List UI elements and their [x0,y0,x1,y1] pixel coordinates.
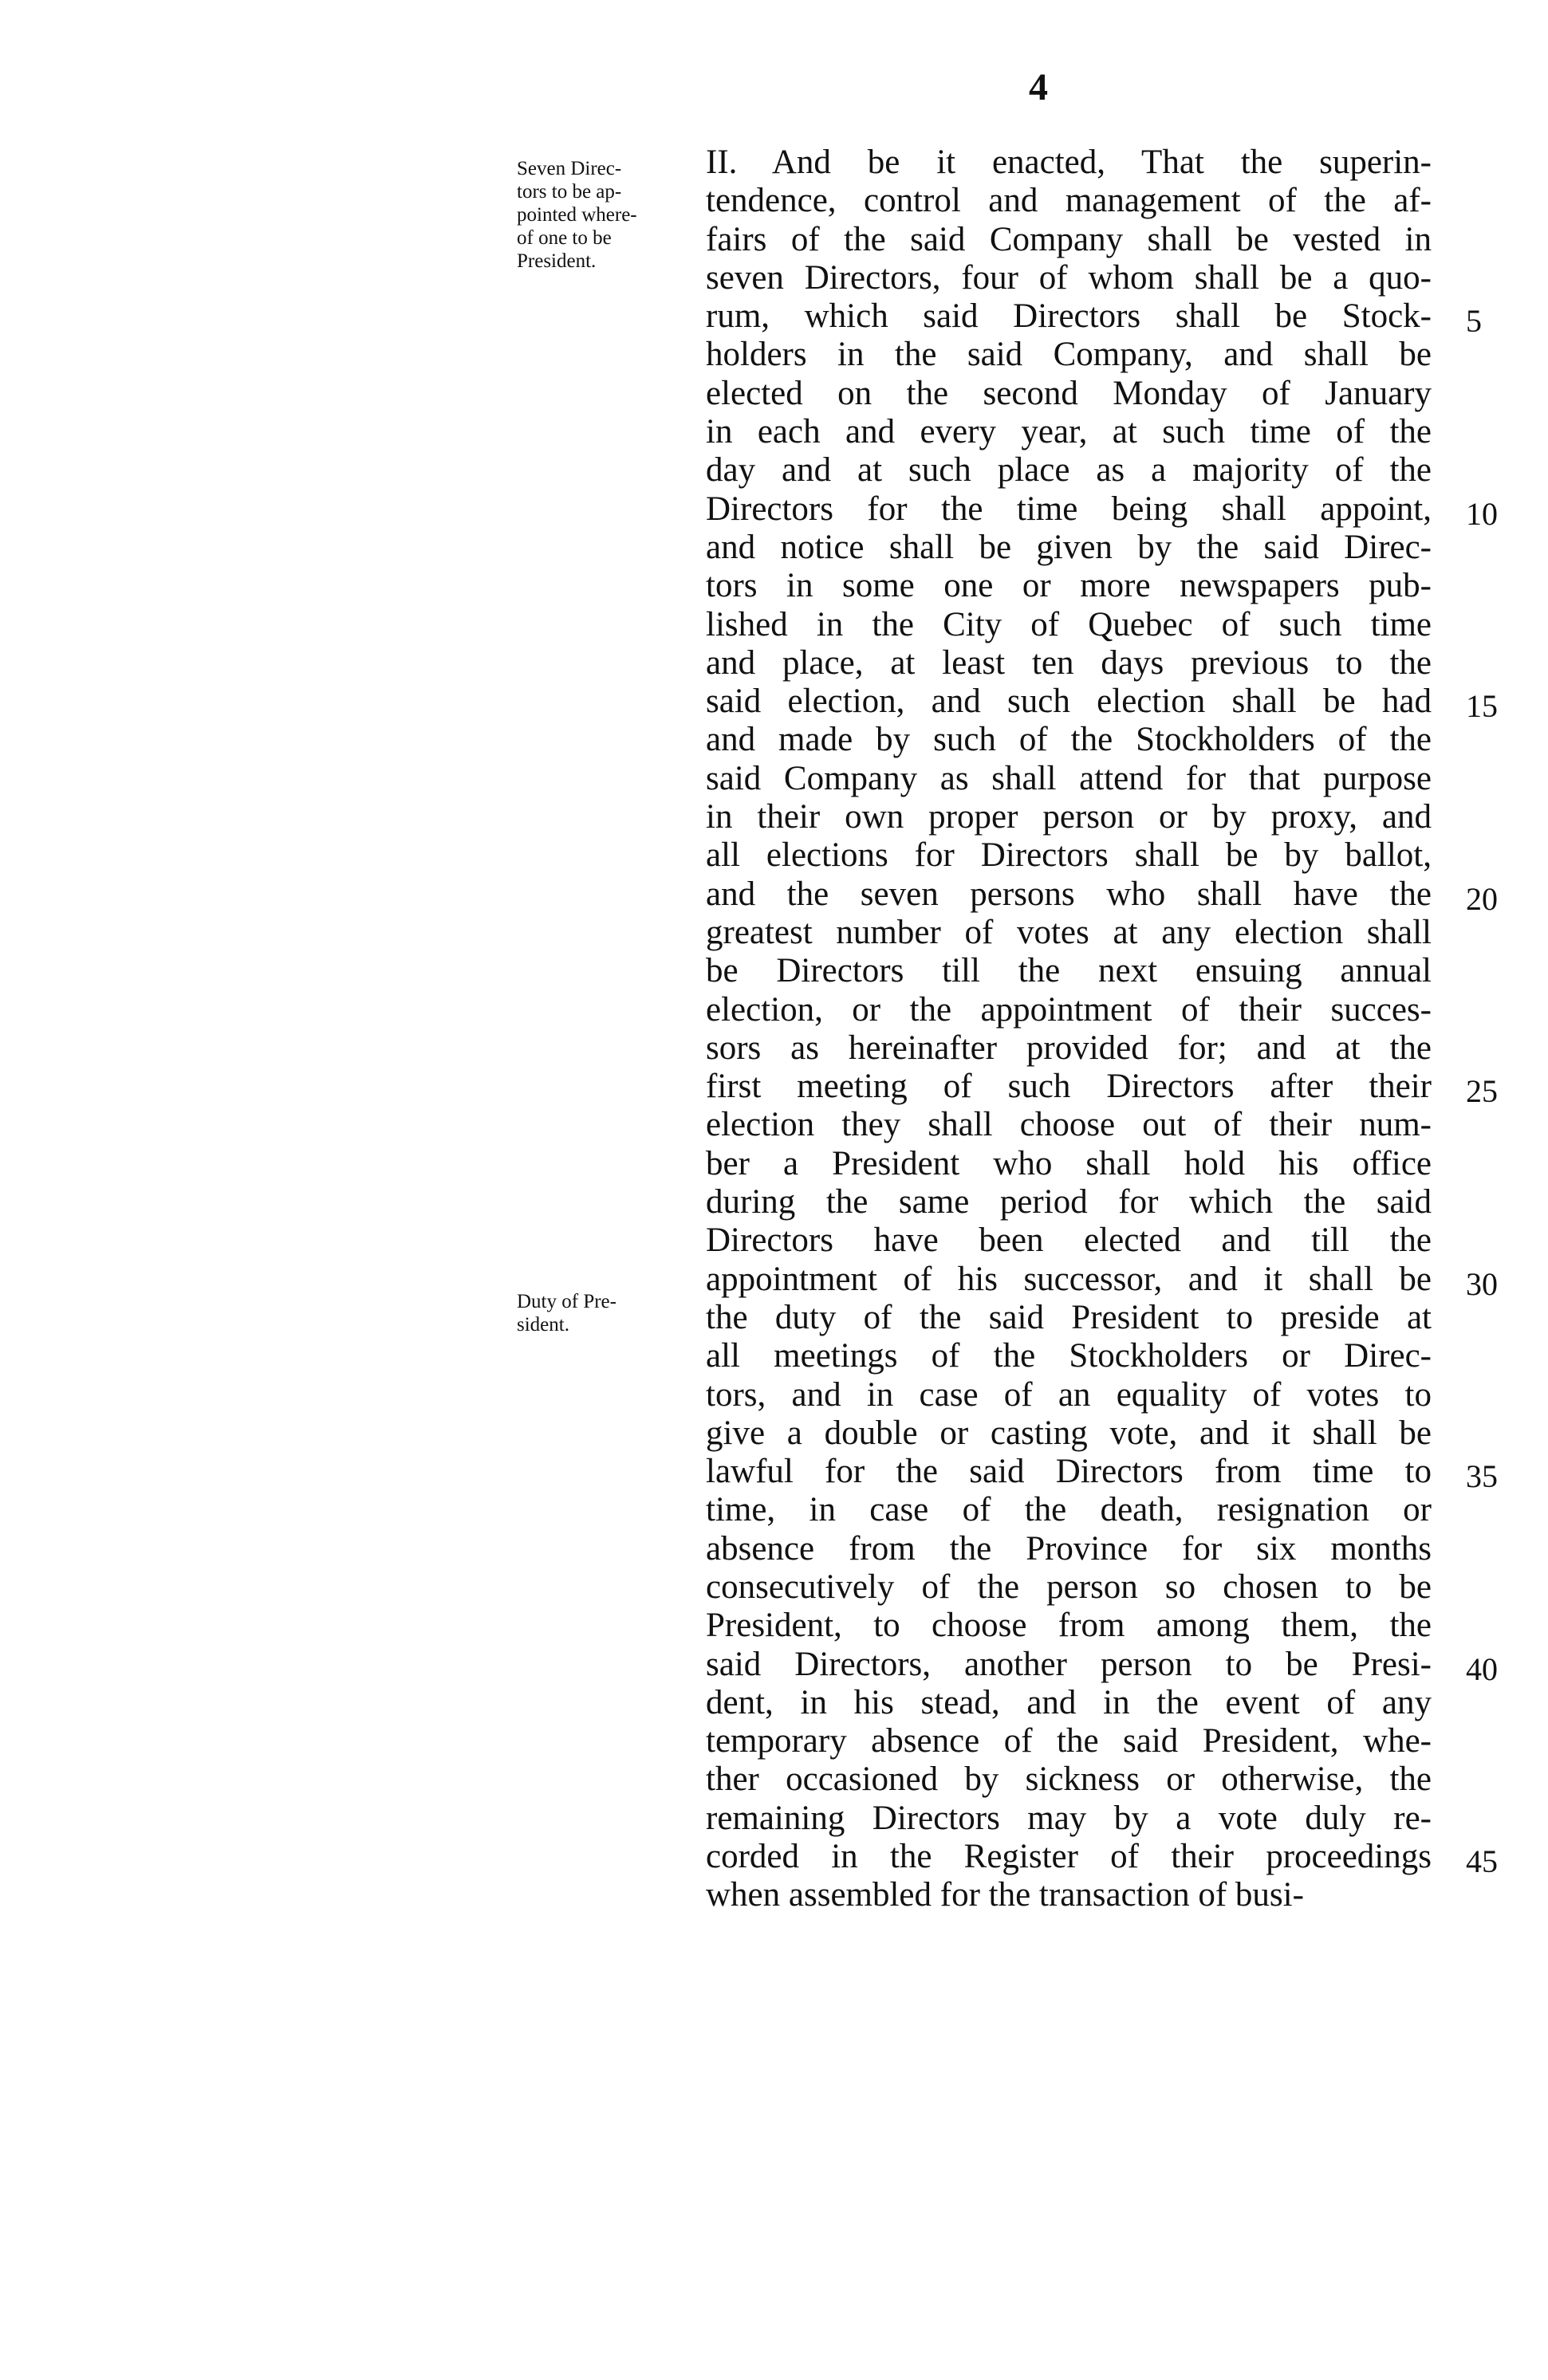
line-number: 30 [1466,1265,1498,1302]
text-line [706,144,1432,182]
text-line [706,529,1432,567]
text-line-content: appointment of his successor, and it shall be [706,1260,1432,1298]
text-line [706,1414,1432,1453]
text-line-content: and the seven persons who shall have the [706,875,1432,913]
text-line-content: elected on the second Monday of January [706,374,1432,412]
text-line [706,1337,1432,1375]
text-line [706,1376,1432,1414]
text-line-content: in their own proper person or by proxy, and [706,798,1432,836]
margin-note-line: sident. [517,1314,569,1336]
text-line [706,1838,1432,1876]
page-number: 4 [1029,66,1048,108]
text-line-content: the duty of the said President to preside at [706,1298,1432,1336]
section-body-text [706,144,1432,1915]
line-number: 20 [1466,880,1498,917]
text-line-content: and notice shall be given by the said Direc- [706,528,1432,566]
line-number: 25 [1466,1073,1498,1110]
text-line [706,1800,1432,1838]
text-line [706,721,1432,759]
text-line-content: remaining Directors may by a vote duly re- [706,1799,1432,1837]
text-line [706,1261,1432,1299]
margin-note-line: Seven Direc- [517,158,622,179]
text-line [706,952,1432,990]
text-line [706,1530,1432,1568]
text-line [706,914,1432,952]
text-line-content: lawful for the said Directors from time to [706,1453,1432,1491]
text-line [706,683,1432,721]
text-line-content: tors in some one or more newspapers pub- [706,567,1432,605]
text-line-content: sors as hereinafter provided for; and at the [706,1029,1432,1067]
text-line [706,1607,1432,1645]
text-line [706,413,1432,451]
text-line [706,259,1432,297]
line-number: 10 [1466,495,1498,532]
text-line-content: II. And be it enacted, That the superin- [706,144,1432,181]
text-line [706,760,1432,798]
text-line-content: election they shall choose out of their num- [706,1106,1432,1144]
text-line-content: rum, which said Directors shall be Stock- [706,297,1432,336]
line-number: 15 [1466,688,1498,725]
line-number: 45 [1466,1843,1498,1880]
margin-note-line: President. [517,250,597,272]
margin-note-line: Duty of Pre- [517,1291,616,1312]
line-number: 35 [1466,1458,1498,1495]
text-line-content: said Company as shall attend for that purpose [706,759,1432,797]
text-line-content: give a double or casting vote, and it shall be [706,1414,1432,1452]
text-line-content: election, or the appointment of their succes- [706,990,1432,1029]
text-line-content: said Directors, another person to be Presi- [706,1645,1432,1683]
margin-note-line: of one to be [517,227,612,249]
text-line-content: absence from the Province for six months [706,1529,1432,1568]
line-number: 5 [1466,303,1482,340]
text-line [706,1568,1432,1607]
text-line-content: during the same period for which the said [706,1183,1432,1221]
text-line [706,1491,1432,1529]
text-line-content: ber a President who shall hold his office [706,1144,1432,1182]
text-line-content: Directors for the time being shall appoint, [706,490,1432,528]
text-line [706,1029,1432,1068]
text-line [706,567,1432,605]
text-line [706,1299,1432,1337]
text-line-content: greatest number of votes at any election shall [706,913,1432,951]
text-line-content: President, to choose from among them, the [706,1607,1432,1645]
text-line [706,644,1432,683]
text-line-content: all meetings of the Stockholders or Direc- [706,1337,1432,1375]
text-line [706,297,1432,336]
text-line [706,1646,1432,1684]
text-line [706,1068,1432,1106]
text-line [706,1760,1432,1799]
text-line [706,1106,1432,1144]
text-line-content: be Directors till the next ensuing annual [706,952,1432,990]
text-line-content: tors, and in case of an equality of votes to [706,1375,1432,1414]
text-line-content: in each and every year, at such time of the [706,413,1432,451]
text-line-content: ther occasioned by sickness or otherwise, the [706,1760,1432,1799]
text-line [706,1453,1432,1491]
text-line [706,875,1432,914]
text-line [706,1145,1432,1183]
text-line-content: time, in case of the death, resignation or [706,1491,1432,1529]
text-line [706,1221,1432,1260]
text-line [706,375,1432,413]
text-line [706,490,1432,529]
text-line [706,336,1432,374]
text-line [706,836,1432,875]
text-line-content: corded in the Register of their proceedings [706,1838,1432,1876]
text-line-content: said election, and such election shall be had [706,683,1432,721]
text-line-content: consecutively of the person so chosen to be [706,1568,1432,1606]
margin-note-line: pointed where- [517,204,637,226]
text-line [706,1876,1432,1914]
text-line-content: tendence, control and management of the af- [706,182,1432,220]
text-line [706,798,1432,836]
text-line-content: all elections for Directors shall be by ballot, [706,836,1432,875]
text-line-content: holders in the said Company, and shall be [706,336,1432,374]
text-line [706,182,1432,220]
margin-note-duty-of-president [517,1290,694,1336]
text-line [706,606,1432,644]
text-line-content: temporary absence of the said President, whe- [706,1722,1432,1760]
text-line [706,1183,1432,1221]
line-number: 40 [1466,1650,1498,1687]
text-line-content: and place, at least ten days previous to the [706,643,1432,682]
margin-note-seven-directors [517,157,694,273]
text-line [706,991,1432,1029]
text-line-content: dent, in his stead, and in the event of any [706,1683,1432,1721]
text-line-content: lished in the City of Quebec of such time [706,605,1432,643]
text-line-content: day and at such place as a majority of the [706,451,1432,490]
text-line [706,1684,1432,1722]
text-line-content: Directors have been elected and till the [706,1221,1432,1260]
text-line [706,451,1432,490]
text-line-content: when assembled for the transaction of busi- [706,1876,1304,1914]
margin-note-line: tors to be ap- [517,181,622,203]
text-line-content: first meeting of such Directors after their [706,1068,1432,1106]
text-line-content: and made by such of the Stockholders of the [706,721,1432,759]
text-line-content: seven Directors, four of whom shall be a quo- [706,258,1432,297]
text-line [706,221,1432,259]
text-line-content: fairs of the said Company shall be vested in [706,220,1432,258]
text-line [706,1722,1432,1760]
